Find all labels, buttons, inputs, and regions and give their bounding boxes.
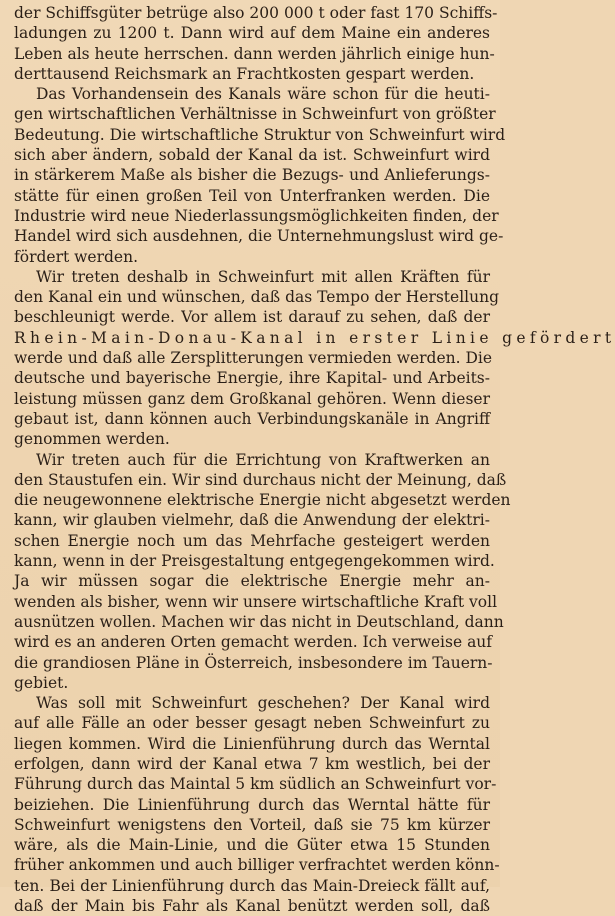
- text-line: beschleunigt werde. Vor allem ist darauf zu sehen, daß der: [14, 308, 490, 327]
- text-line: stätte für einen großen Teil von Unterfranken werden. Die: [14, 186, 490, 205]
- text-line: Ja wir müssen sogar die elektrische Energie mehr an-: [14, 572, 490, 591]
- paragraph-4: [14, 450, 511, 694]
- text-line: Handel wird sich ausdehnen, die Unternehmungslust wird ge-: [14, 227, 504, 246]
- text-line: derttausend Reichsmark an Frachtkosten gespart werden.: [14, 64, 475, 83]
- text-line: den Kanal ein und wünschen, daß das Tempo der Herstellung: [14, 288, 500, 307]
- text-line: wäre, als die Main-Linie, und die Güter etwa 15 Stunden: [14, 836, 490, 855]
- text-line: fördert werden.: [14, 247, 138, 266]
- text-line: schen Energie noch um das Mehrfache gesteigert werden: [14, 531, 490, 550]
- text-line: erfolgen, dann wird der Kanal etwa 7 km westlich, bei der: [14, 754, 490, 773]
- text-line: Das Vorhandensein des Kanals wäre schon für die heuti-: [36, 85, 490, 104]
- text-line: gebiet.: [14, 673, 69, 692]
- text-line: früher ankommen und auch billiger verfrachtet werden könn-: [14, 856, 500, 875]
- text-line: in stärkerem Maße als bisher die Bezugs- und Anlieferungs-: [14, 166, 490, 185]
- text-line: wenden als bisher, wenn wir unsere wirtschaftliche Kraft voll: [14, 592, 498, 611]
- text-line: sich aber ändern, sobald der Kanal da ist. Schweinfurt wird: [14, 146, 490, 165]
- text-line: Wir treten auch für die Errichtung von Kraftwerken an: [36, 450, 490, 469]
- text-line: den Staustufen ein. Wir sind durchaus nicht der Meinung, daß: [14, 470, 507, 489]
- text-line: ladungen zu 1200 t. Dann wird auf dem Maine ein anderes: [14, 24, 490, 43]
- text-line: gen wirtschaftlichen Verhältnisse in Schweinfurt von größter: [14, 105, 496, 124]
- text-line: liegen kommen. Wird die Linienführung durch das Werntal: [14, 734, 490, 753]
- text-line: die grandiosen Pläne in Österreich, insbesondere im Tauern-: [14, 653, 493, 672]
- text-line: wird es an anderen Orten gemacht werden. Ich verweise auf: [14, 633, 493, 652]
- text-line: die neugewonnene elektrische Energie nicht abgesetzt werden: [14, 491, 511, 510]
- paragraph-2: [14, 84, 506, 267]
- text-line: Was soll mit Schweinfurt geschehen? Der Kanal wird: [36, 694, 490, 713]
- paragraph-5: [14, 693, 500, 916]
- text-line: kann, wir glauben vielmehr, daß die Anwendung der elektri-: [14, 511, 490, 530]
- text-line: beiziehen. Die Linienführung durch das Werntal hätte für: [14, 795, 490, 814]
- text-line: der Schiffsgüter betrüge also 200 000 t oder fast 170 Schiffs-: [14, 4, 498, 22]
- text-line: kann, wenn in der Preisgestaltung entgegengekommen wird.: [14, 552, 495, 571]
- text-line: daß der Main bis Fahr als Kanal benützt werden soll, daß: [14, 897, 490, 916]
- text-line: auf alle Fälle an oder besser gesagt neben Schweinfurt zu: [14, 714, 490, 733]
- text-line: Leben als heute herrschen. dann werden jährlich einige hun-: [14, 44, 495, 63]
- text-line: Rhein-Main-Donau-Kanal in erster Linie gefördert: [14, 328, 615, 347]
- text-line: gebaut ist, dann können auch Verbindungskanäle in Angriff: [14, 409, 490, 428]
- text-line: Industrie wird neue Niederlassungsmöglichkeiten finden, der: [14, 206, 499, 225]
- text-line: leistung müssen ganz dem Großkanal gehören. Wenn dieser: [14, 389, 490, 408]
- text-line: ten. Bei der Linienführung durch das Main-Dreieck fällt auf,: [14, 876, 490, 895]
- text-line: genommen werden.: [14, 430, 170, 449]
- text-line: Wir treten deshalb in Schweinfurt mit allen Kräften für: [36, 267, 490, 286]
- text-line: Führung durch das Maintal 5 km südlich an Schweinfurt vor-: [14, 775, 497, 794]
- paragraph-3: [14, 267, 615, 450]
- text-line: ausnützen wollen. Machen wir das nicht in Deutschland, dann: [14, 612, 504, 631]
- text-line: werde und daß alle Zersplitterungen vermieden werden. Die: [14, 349, 493, 368]
- paragraph-1: [14, 3, 498, 84]
- text-line: Schweinfurt wenigstens den Vorteil, daß sie 75 km kürzer: [14, 815, 490, 834]
- text-line: deutsche und bayerische Energie, ihre Kapital- und Arbeits-: [14, 369, 490, 388]
- text-line: Bedeutung. Die wirtschaftliche Struktur von Schweinfurt wird: [14, 125, 506, 144]
